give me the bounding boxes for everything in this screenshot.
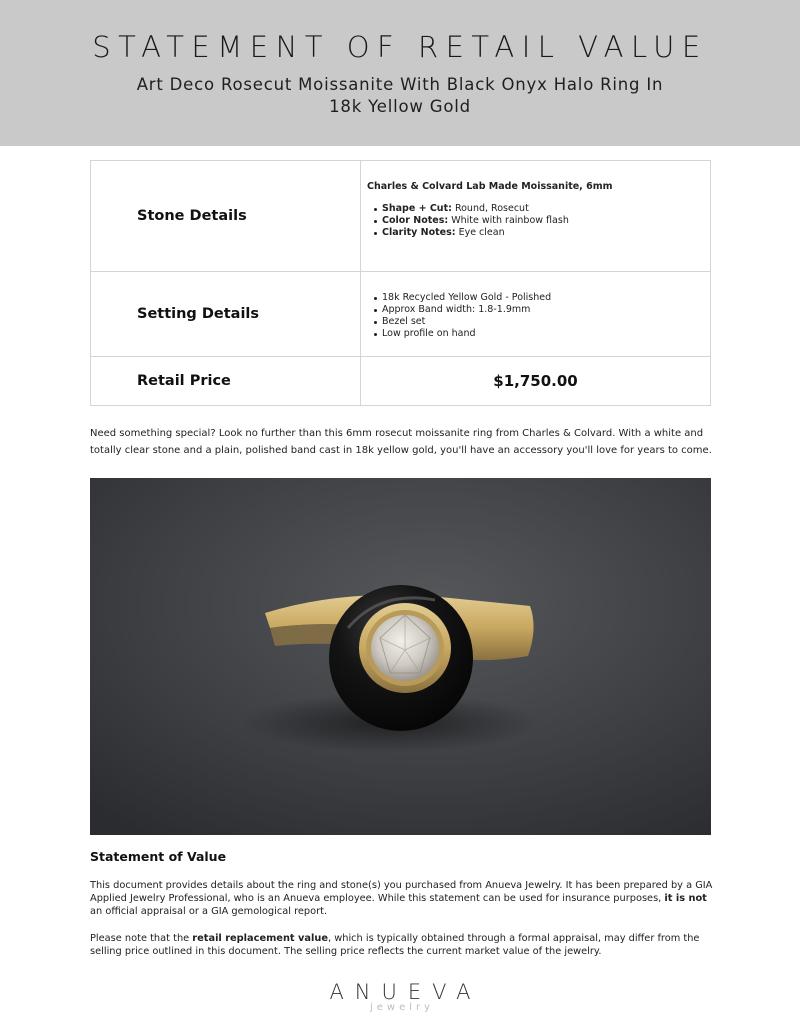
details-table bbox=[90, 160, 711, 406]
stone-clarity-key: Clarity Notes: bbox=[382, 227, 456, 238]
stone-shape-value: Round, Rosecut bbox=[451, 203, 529, 214]
stone-clarity-value: Eye clean bbox=[455, 227, 505, 238]
stone-list bbox=[367, 203, 710, 239]
stone-heading: Charles & Colvard Lab Made Moissanite, 6mm bbox=[367, 181, 613, 192]
ring-photo bbox=[90, 478, 711, 835]
stone-details-label: Stone Details bbox=[91, 161, 361, 271]
list-item bbox=[375, 227, 710, 239]
statement-of-value-heading: Statement of Value bbox=[90, 849, 227, 864]
list-item bbox=[375, 203, 710, 215]
stone-shape-key: Shape + Cut: bbox=[382, 203, 452, 214]
setting-details-label: Setting Details bbox=[91, 272, 361, 356]
stone-details-row bbox=[91, 161, 710, 271]
statement-paragraph-1 bbox=[90, 879, 714, 918]
statement-p1-emphasis: it is not bbox=[664, 893, 707, 904]
statement-p2-tail: , which is typically obtained through a formal appraisal, may differ from the selling price outlined in this document. The selling price reflects the current market value of the jewelry. bbox=[90, 933, 700, 957]
logo-brand: ANUEVA bbox=[329, 980, 482, 1004]
list-item: Bezel set bbox=[375, 316, 710, 328]
header-banner bbox=[0, 0, 800, 146]
product-description: Need something special? Look no further than this 6mm rosecut moissanite ring from Charles & Colvard. With a white and totally clear stone and a plain, polished band cast in 18k yellow gold, you'll have an accessory you'll love for years to come. bbox=[90, 428, 712, 456]
page-title: STATEMENT OF RETAIL VALUE bbox=[92, 30, 708, 64]
ring-illustration bbox=[90, 478, 711, 835]
list-item: Approx Band width: 1.8-1.9mm bbox=[375, 304, 710, 316]
statement-p1-tail: an official appraisal or a GIA gemological report. bbox=[90, 906, 328, 917]
retail-price-label: Retail Price bbox=[91, 357, 361, 405]
list-item: Low profile on hand bbox=[375, 328, 710, 340]
setting-details-value bbox=[361, 272, 710, 356]
statement-p2-text: Please note that the bbox=[90, 933, 193, 944]
list-item bbox=[375, 215, 710, 227]
retail-price-value: $1,750.00 bbox=[493, 372, 578, 390]
anueva-logo bbox=[300, 980, 500, 1013]
stone-color-key: Color Notes: bbox=[382, 215, 449, 226]
logo-subtitle: jewelry bbox=[369, 1002, 435, 1013]
stone-color-value: White with rainbow flash bbox=[448, 215, 569, 226]
statement-p2-emphasis: retail replacement value bbox=[192, 933, 328, 944]
product-subtitle: Art Deco Rosecut Moissanite With Black Onyx Halo Ring In 18k Yellow Gold bbox=[136, 75, 664, 116]
statement-p1-text: This document provides details about the ring and stone(s) you purchased from Anueva Jewelry. It has been prepared by a GIA Applied Jewelry Professional, who is an Anueva employee. While this statement can be used for insurance purposes, bbox=[90, 880, 713, 904]
setting-details-row bbox=[91, 271, 710, 356]
statement-paragraph-2 bbox=[90, 932, 714, 958]
stone-details-value bbox=[361, 161, 710, 271]
list-item: 18k Recycled Yellow Gold - Polished bbox=[375, 292, 710, 304]
retail-price-row bbox=[91, 356, 710, 405]
setting-list bbox=[367, 292, 710, 340]
